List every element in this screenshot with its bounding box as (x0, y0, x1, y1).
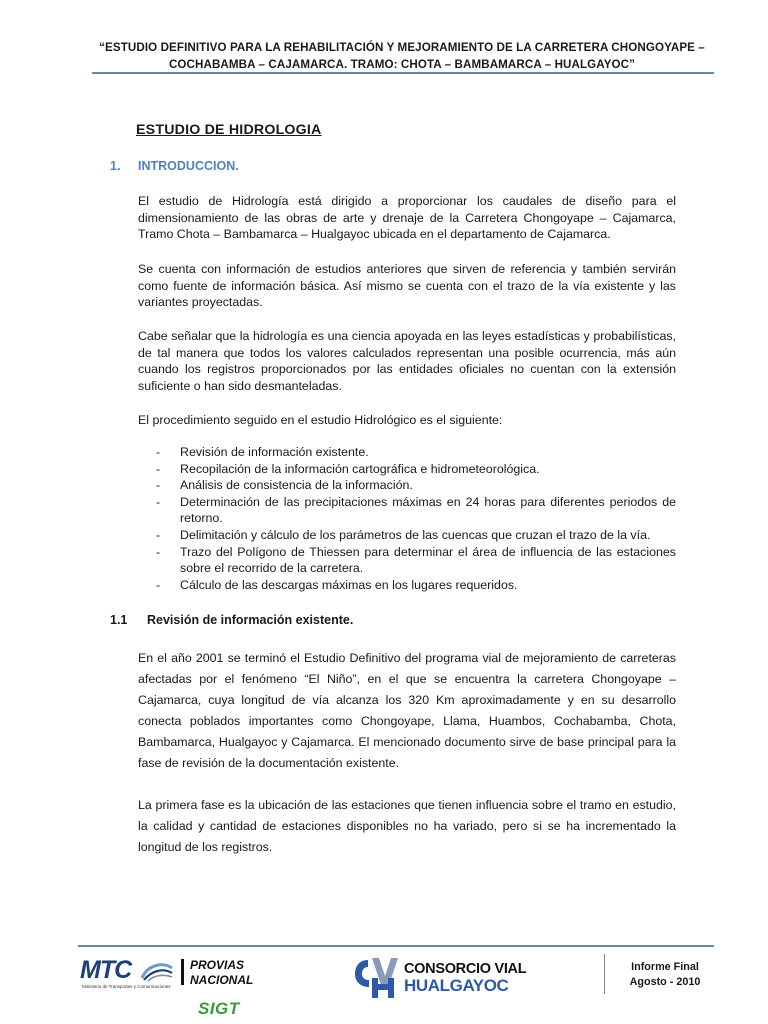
section-title: INTRODUCCION. (138, 159, 239, 173)
bullet-dash: - (156, 461, 161, 476)
provias-line-1: PROVIAS (190, 958, 245, 972)
list-item-text: Determinación de las precipitaciones máximas en 24 horas para diferentes periodos de retorno. (180, 494, 676, 526)
report-date: Agosto - 2010 (629, 976, 701, 988)
list-item-text: Delimitación y cálculo de los parámetros de las cuencas que cruzan el trazo de la vía. (180, 527, 651, 542)
list-item (138, 461, 676, 478)
consorcio-name-line-2: HUALGAYOC (404, 976, 509, 995)
list-item (138, 577, 676, 594)
paragraph: La primera fase es la ubicación de las estaciones que tienen influencia sobre el tramo en estudio, la calidad y cantidad de estaciones disponibles no ha variado, pero si se ha incrementado la longitud de los registros. (138, 798, 676, 854)
mtc-caption: Ministerio de Transportes y Comunicaciones (82, 984, 171, 989)
list-item (138, 494, 676, 527)
procedure-list (138, 444, 676, 593)
list-item (138, 444, 676, 461)
bullet-dash: - (156, 478, 161, 493)
subsection-title: Revisión de información existente. (147, 613, 354, 627)
provias-line-2: NACIONAL (190, 973, 254, 987)
sigt-logo: SIGT (198, 999, 240, 1018)
paragraph: El estudio de Hidrología está dirigido a proporcionar los caudales de diseño para el dimensionamiento de las obras de arte y drenaje de la Carretera Chongoyape – Cajamarca, Tramo Chota – Bambamarca – Hualgayoc ubicada en el departamento de Cajamarca. (138, 194, 676, 242)
footer-vertical-divider (604, 954, 605, 994)
list-item (138, 477, 676, 494)
header-line-1: “ESTUDIO DEFINITIVO PARA LA REHABILITACIÓN Y MEJORAMIENTO DE LA CARRETERA CHONGOYAPE – (99, 41, 705, 54)
bullet-dash: - (156, 527, 161, 542)
header-divider (92, 72, 714, 74)
list-item-text: Recopilación de la información cartográfica e hidrometeorológica. (180, 461, 540, 476)
bullet-dash: - (156, 445, 161, 459)
paragraph: Cabe señalar que la hidrología es una ciencia apoyada en las leyes estadísticas y probabilísticas, de tal manera que todos los valores calculados representan una posible ocurrencia, más aún cuando los registros proporcionados por las entidades oficiales no cuentan con la extensión suficiente o han sido desmanteladas. (138, 329, 676, 393)
document-title: ESTUDIO DE HIDROLOGIA (136, 122, 322, 138)
list-item-text: Revisión de información existente. (180, 445, 369, 459)
consorcio-name-line-1: CONSORCIO VIAL (404, 961, 527, 977)
header-line-2: COCHABAMBA – CAJAMARCA. TRAMO: CHOTA – BAMBAMARCA – HUALGAYOC” (168, 58, 636, 71)
subsection-number: 1.1 (110, 613, 128, 627)
bullet-dash: - (156, 494, 161, 509)
provias-logo (190, 958, 253, 988)
list-item (138, 527, 676, 544)
paragraph: El procedimiento seguido en el estudio Hidrológico es el siguiente: (138, 413, 503, 427)
page-header (92, 39, 712, 73)
report-title: Informe Final (631, 961, 699, 973)
bullet-dash: - (156, 544, 161, 559)
bullet-dash: - (156, 577, 161, 592)
mtc-swoosh-icon (140, 960, 174, 982)
section-number: 1. (110, 159, 121, 173)
paragraph: En el año 2001 se terminó el Estudio Definitivo del programa vial de mejoramiento de carreteras afectadas por el fenómeno “El Niño”, en el que se encuentra la carretera Chongoyape – Cajamarca, cuya longitud de vía alcanza los 320 Km aproximadamente y en su desarrollo conecta poblados importantes como Chongoyape, Llama, Huambos, Cochabamba, Chota, Bambamarca, Hualgayoc y Cajamarca. El mencionado documento sirve de base principal para la fase de revisión de la documentación existente. (138, 651, 676, 770)
list-item-text: Análisis de consistencia de la información. (180, 478, 413, 493)
list-item (138, 544, 676, 577)
list-item-text: Trazo del Polígono de Thiessen para determinar el área de influencia de las estaciones sobre el recorrido de la carretera. (180, 544, 676, 576)
paragraph: Se cuenta con información de estudios anteriores que sirven de referencia y también servirán como fuente de información básica. Así mismo se cuenta con el trazo de la vía existente y las variantes proyectadas. (138, 262, 676, 310)
footer-divider (78, 945, 714, 947)
mtc-logo (80, 956, 176, 992)
mtc-logo-text: MTC (80, 956, 132, 984)
list-item-text: Cálculo de las descargas máximas en los lugares requeridos. (180, 577, 518, 592)
logo-separator (181, 959, 184, 985)
